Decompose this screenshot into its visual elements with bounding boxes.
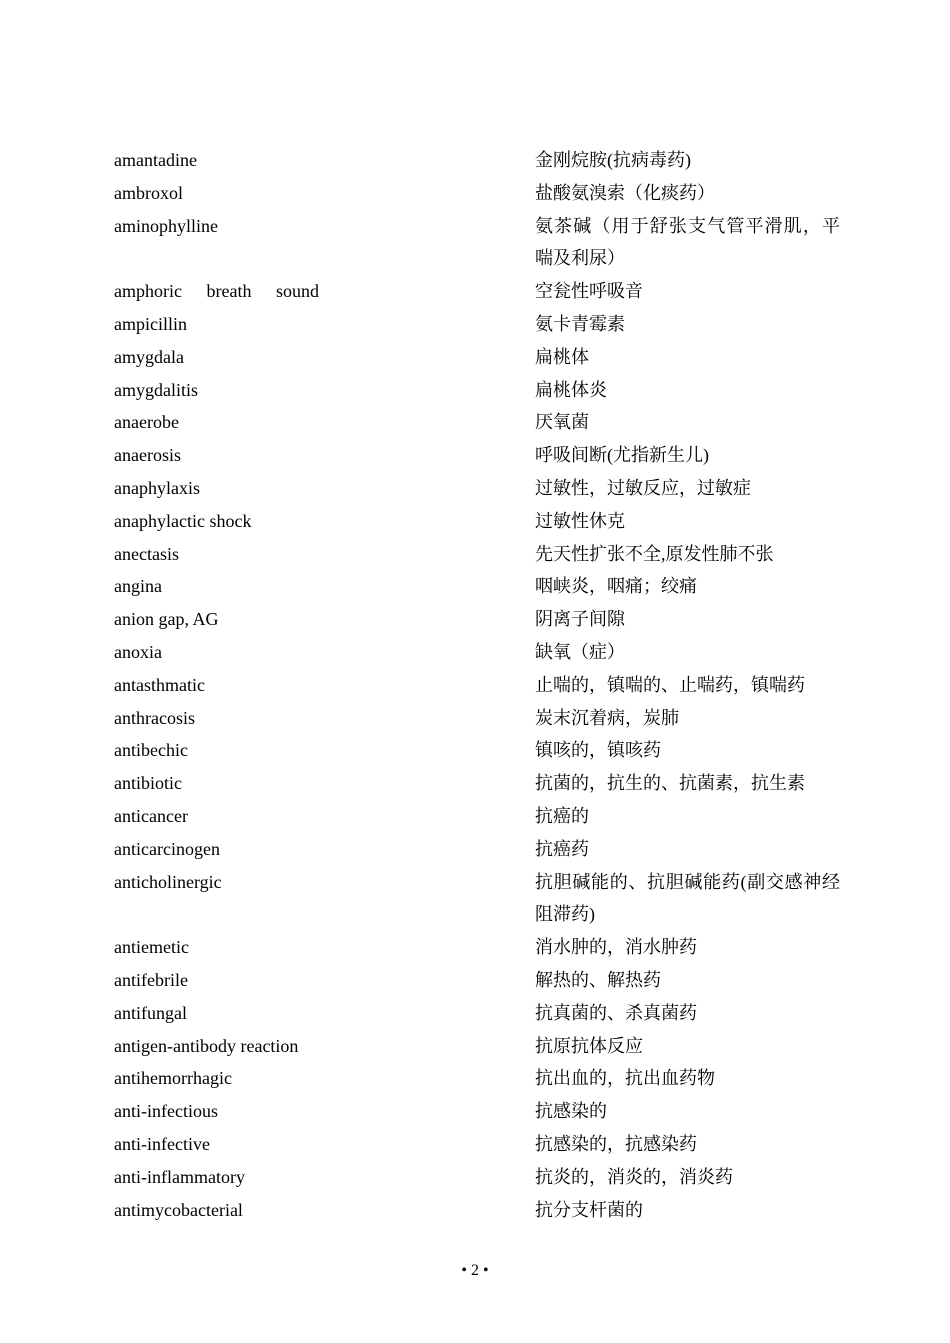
- glossary-entry: [114, 866, 844, 932]
- glossary-entry: [114, 538, 844, 571]
- entry-term: anti-infectious: [114, 1101, 218, 1122]
- entry-definition: 抗菌的，抗生的、抗菌素，抗生素: [535, 773, 805, 794]
- entry-term: anti-inflammatory: [114, 1166, 245, 1187]
- glossary-entry: [114, 210, 844, 276]
- entry-definition: 抗感染的: [535, 1101, 607, 1122]
- entry-term: antifungal: [114, 1002, 187, 1023]
- entry-definition: 止喘的，镇喘的、止喘药，镇喘药: [535, 674, 805, 695]
- glossary-entry: [114, 144, 844, 177]
- entry-definition: 过敏性，过敏反应，过敏症: [535, 477, 751, 498]
- glossary-entry: [114, 505, 844, 538]
- glossary-entry: [114, 1128, 844, 1161]
- entry-term: antigen-antibody reaction: [114, 1035, 299, 1056]
- entry-definition: 空瓮性呼吸音: [535, 281, 643, 302]
- glossary-entry: [114, 341, 844, 374]
- entry-term: anaphylaxis: [114, 477, 200, 498]
- glossary-entry: [114, 734, 844, 767]
- entry-definition: 炭末沉着病，炭肺: [535, 707, 679, 728]
- entry-term: amantadine: [114, 150, 197, 170]
- entry-term: anaphylactic shock: [114, 510, 252, 531]
- glossary-entry: [114, 833, 844, 866]
- entry-definition: 咽峡炎，咽痛；绞痛: [535, 576, 697, 597]
- entry-definition: 过敏性休克: [535, 510, 625, 531]
- entry-term: anectasis: [114, 543, 179, 564]
- entry-definition: 扁桃体炎: [535, 379, 607, 400]
- entry-definition: 抗原抗体反应: [535, 1035, 643, 1056]
- entry-term: antiemetic: [114, 937, 189, 958]
- entry-definition: 氨茶碱（用于舒张支气管平滑肌，平喘及利尿）: [535, 215, 840, 269]
- entry-definition: 抗分支杆菌的: [535, 1199, 643, 1220]
- glossary-entry: [114, 374, 844, 407]
- entry-term: anion gap, AG: [114, 609, 219, 630]
- entry-term: anaerobe: [114, 412, 179, 433]
- entry-definition: 呼吸间断(尤指新生儿): [535, 445, 709, 466]
- entry-term: anoxia: [114, 641, 162, 662]
- glossary-entry: [114, 406, 844, 439]
- entry-definition: 抗癌的: [535, 805, 589, 826]
- glossary-entry: [114, 1194, 844, 1227]
- page-number: • 2 •: [461, 1262, 489, 1279]
- glossary-entry: [114, 439, 844, 472]
- entry-term: ampicillin: [114, 313, 187, 334]
- glossary-entry: [114, 308, 844, 341]
- entry-term: antihemorrhagic: [114, 1068, 232, 1089]
- glossary-entry: [114, 931, 844, 964]
- glossary-entry: [114, 964, 844, 997]
- entry-definition: 抗出血的，抗出血药物: [535, 1068, 715, 1089]
- entry-definition: 解热的、解热药: [535, 969, 661, 990]
- entry-term: anti-infective: [114, 1133, 210, 1154]
- entry-term: amygdalitis: [114, 379, 198, 400]
- entry-term: antibechic: [114, 740, 188, 761]
- entry-term: aminophylline: [114, 215, 218, 236]
- entry-definition: 镇咳的，镇咳药: [535, 740, 661, 761]
- entry-term: anticholinergic: [114, 871, 222, 892]
- entry-term: anticarcinogen: [114, 838, 220, 859]
- entry-term: anthracosis: [114, 707, 195, 728]
- entry-term: antimycobacterial: [114, 1199, 243, 1220]
- entry-definition: 抗癌药: [535, 838, 589, 859]
- glossary-entry: [114, 997, 844, 1030]
- entry-term: amphoric breath sound: [114, 281, 319, 302]
- glossary-entry: [114, 1062, 844, 1095]
- entry-definition: 抗炎的，消炎的，消炎药: [535, 1166, 733, 1187]
- entry-definition: 先天性扩张不全,原发性肺不张: [535, 543, 774, 564]
- entry-definition: 扁桃体: [535, 346, 589, 367]
- glossary-entry: [114, 472, 844, 505]
- entry-definition: 缺氧（症）: [535, 641, 625, 662]
- entry-definition: 阴离子间隙: [535, 609, 625, 630]
- glossary-entry: [114, 800, 844, 833]
- entry-definition: 抗感染的，抗感染药: [535, 1133, 697, 1154]
- entry-definition: 消水肿的，消水肿药: [535, 937, 697, 958]
- entry-definition: 金刚烷胺(抗病毒药): [535, 150, 691, 170]
- entry-term: ambroxol: [114, 182, 183, 203]
- entry-term: antifebrile: [114, 969, 188, 990]
- glossary-entry: [114, 1095, 844, 1128]
- glossary-list: [114, 144, 844, 1226]
- glossary-entry: [114, 1161, 844, 1194]
- entry-term: anaerosis: [114, 445, 181, 466]
- glossary-entry: [114, 603, 844, 636]
- glossary-entry: [114, 1030, 844, 1063]
- entry-definition: 厌氧菌: [535, 412, 589, 433]
- entry-term: anticancer: [114, 805, 188, 826]
- glossary-entry: [114, 669, 844, 702]
- glossary-entry: [114, 570, 844, 603]
- entry-definition: 盐酸氨溴索（化痰药）: [535, 182, 715, 203]
- glossary-entry: [114, 275, 844, 308]
- entry-term: angina: [114, 576, 162, 597]
- glossary-entry: [114, 702, 844, 735]
- glossary-entry: [114, 636, 844, 669]
- entry-definition: 抗胆碱能的、抗胆碱能药(副交感神经阻滞药): [535, 871, 840, 925]
- entry-term: antibiotic: [114, 773, 182, 794]
- entry-term: antasthmatic: [114, 674, 205, 695]
- entry-term: amygdala: [114, 346, 184, 367]
- glossary-entry: [114, 767, 844, 800]
- glossary-entry: [114, 177, 844, 210]
- entry-definition: 氨卡青霉素: [535, 313, 625, 334]
- entry-definition: 抗真菌的、杀真菌药: [535, 1002, 697, 1023]
